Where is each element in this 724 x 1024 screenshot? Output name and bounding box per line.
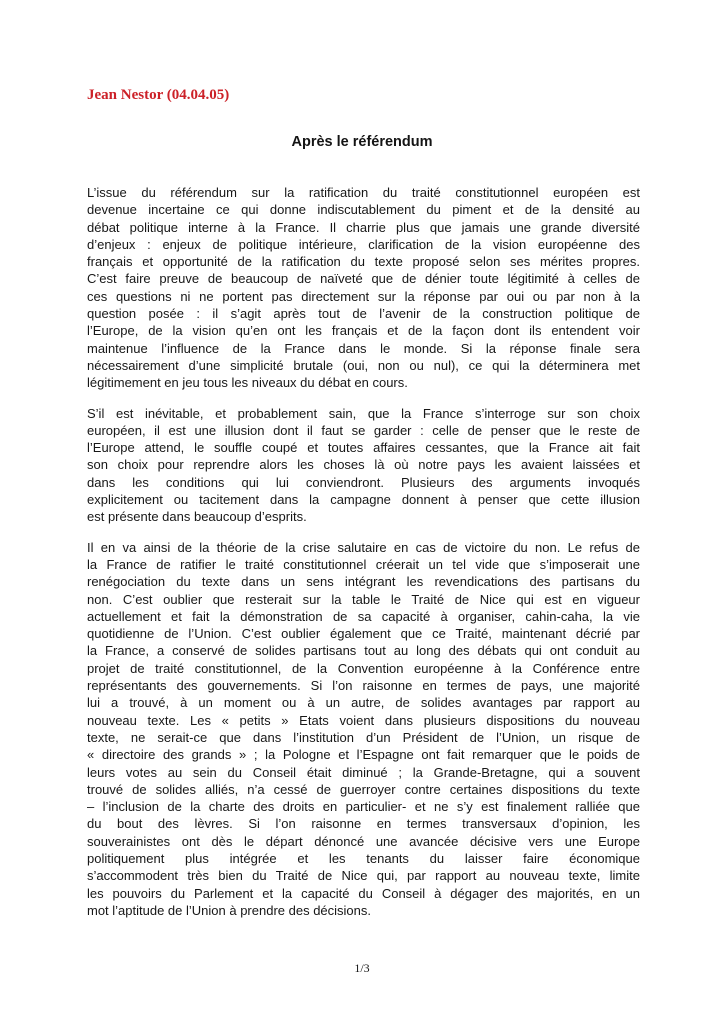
paragraph <box>87 184 640 392</box>
text-line: renégociation du texte dans un sens intégrant les revendications des partisans du <box>87 574 640 590</box>
text-line: quotidienne de l’Union. C’est oublier également que ce Traité, maintenant décrié par <box>87 626 640 642</box>
text-line: trouvé de solides alliés, n’a cessé de guerroyer contre certaines dispositions du texte <box>87 781 640 797</box>
text-line: français et opportunité de la ratification du texte proposé selon ses mérites propres. <box>87 254 640 270</box>
text-line: C’est faire preuve de beaucoup de naïveté que de dénier toute légitimité à celles de <box>87 271 640 287</box>
text-line: l’Europe, de la vision qu’en ont les français et de la façon dont ils entendent voir <box>87 323 640 339</box>
text-line: devenue incertaine ce qui donne indiscutablement du piment et de la densité au <box>87 202 640 218</box>
text-line: explicitement ou tacitement dans la campagne donnent à penser que cette illusion <box>87 492 640 508</box>
document-body <box>87 184 640 932</box>
text-line: ces questions ni ne portent pas directement sur la réponse par oui ou par non à la <box>87 288 640 304</box>
text-line: du bout des lèvres. Si l’on raisonne en termes transversaux d’opinion, les <box>87 816 640 832</box>
text-line: son choix pour reprendre alors les choses là où notre pays les avaient laissées et <box>87 457 640 473</box>
text-line: actuellement et fait la démonstration de sa capacité à organiser, cahin-caha, la vie <box>87 608 640 624</box>
text-line: L’issue du référendum sur la ratification du traité constitutionnel européen est <box>87 185 640 200</box>
text-line: lui a trouvé, à un moment ou à un autre, de solides avantages par rapport au <box>87 695 640 711</box>
text-line: texte, ne serait-ce que dans l’institution d’un Président de l’Union, un risque de <box>87 729 640 745</box>
text-line: S’il est inévitable, et probablement sain, que la France s’interroge sur son choix <box>87 405 640 421</box>
text-line: la France, a conservé de solides partisans tout au long des débats qui ont conduit au <box>87 643 640 659</box>
paragraph <box>87 405 640 526</box>
text-line: représentants des gouvernements. Si l’on raisonne en termes de pays, une majorité <box>87 678 640 694</box>
text-line: d’enjeux : enjeux de politique intérieure, clarification de la vision européenne des <box>87 236 640 252</box>
text-line: maintenue l’influence de la France dans le monde. Si la réponse finale sera <box>87 340 640 356</box>
text-line: légitimement en jeu tous les niveaux du débat en cours. <box>87 375 408 391</box>
text-line: politiquement plus intégrée et les tenants du laisser faire économique <box>87 850 640 866</box>
text-line: mot l’aptitude de l’Union à prendre des décisions. <box>87 902 372 918</box>
paragraph <box>87 539 640 920</box>
text-line: leurs votes au sein du Conseil était diminué ; la Grande-Bretagne, qui a souvent <box>87 764 640 780</box>
text-line: dans les conditions qui lui conviendront. Plusieurs des arguments invoqués <box>87 474 640 490</box>
text-line: l’Europe attend, le souffle coupé et toutes affaires cessantes, que la France ait fait <box>87 440 640 456</box>
text-line: projet de traité constitutionnel, de la Convention européenne à la Conférence entre <box>87 660 640 676</box>
text-line: souverainistes ont dès le départ dénoncé une avancée décisive vers une Europe <box>87 833 640 849</box>
author-date-line: Jean Nestor (04.04.05) <box>87 87 230 103</box>
text-line: « directoire des grands » ; la Pologne et l’Espagne ont fait remarquer que le poids de <box>87 747 640 763</box>
text-line: débat politique interne à la France. Il charrie plus que jamais une grande diversité <box>87 219 640 235</box>
text-line: non. C’est oublier que resterait sur la table le Traité de Nice qui est en vigueur <box>87 591 640 607</box>
text-line: Il en va ainsi de la théorie de la crise salutaire en cas de victoire du non. Le refus de <box>87 539 640 555</box>
text-line: nouveau texte. Les « petits » Etats voient dans plusieurs dispositions du nouveau <box>87 712 640 728</box>
text-line: – l’inclusion de la charte des droits en particulier- et ne s’y est finalement ralliée que <box>87 799 640 815</box>
text-line: nécessairement d’une simplicité brutale (oui, non ou nul), ce qui la déterminera met <box>87 357 640 373</box>
text-line: la France de ratifier le traité constitutionnel créerait un tel vide que s’imposerait une <box>87 556 640 572</box>
text-line: est présente dans beaucoup d’esprits. <box>87 509 307 525</box>
page-number: 1/3 <box>354 961 370 975</box>
text-line: les pouvoirs du Parlement et la capacité du Conseil à dégager des majorités, en un <box>87 885 640 901</box>
text-line: s’accommodent très bien du Traité de Nice qui, par rapport au nouveau texte, limite <box>87 868 640 884</box>
text-line: question posée : il s’agit après tout de l’avenir de la construction politique de <box>87 306 640 322</box>
text-line: européen, il est une illusion dont il faut se garder : celle de penser que le reste de <box>87 422 640 438</box>
document-title: Après le référendum <box>291 134 433 150</box>
